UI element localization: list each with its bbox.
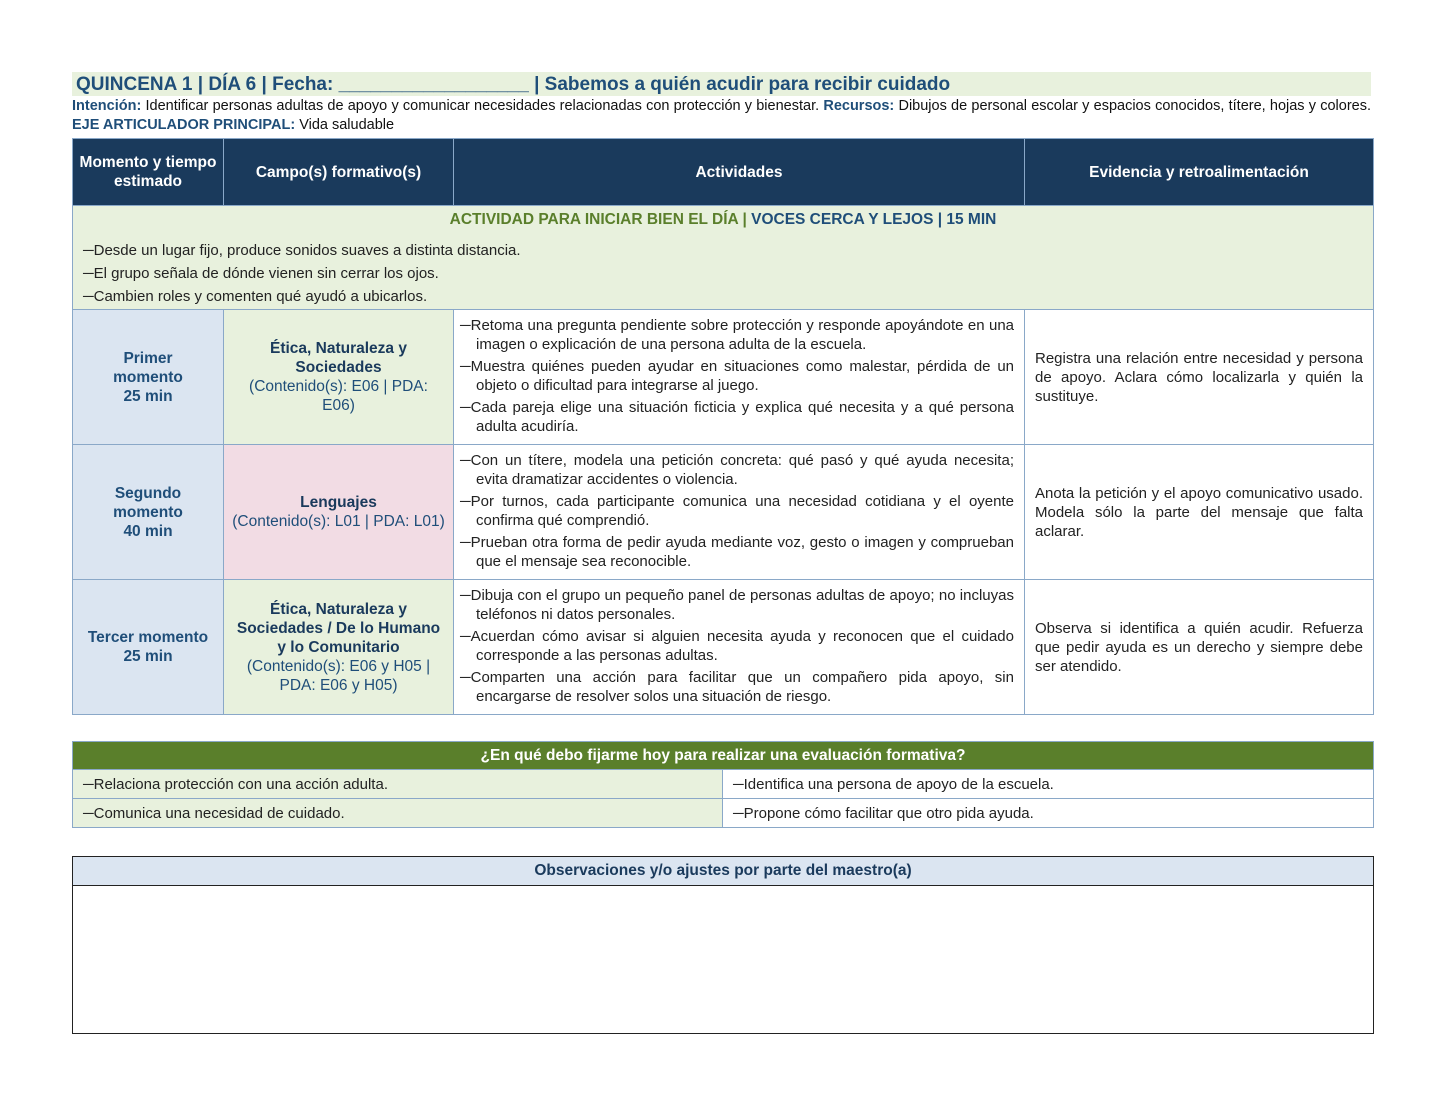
table-row (73, 310, 1374, 445)
moment-time: 25 min (123, 648, 173, 665)
activities-list (460, 316, 1014, 437)
list-item: ─El grupo señala de dónde vienen sin cerrar los ojos. (83, 265, 439, 282)
evaluation-item: ─Identifica una persona de apoyo de la escuela. (723, 770, 1374, 799)
axis-label: EJE ARTICULADOR PRINCIPAL: (72, 117, 296, 133)
observations-area[interactable] (73, 886, 1373, 1034)
moment-name: Primer momento (113, 349, 183, 386)
observations-box (72, 856, 1374, 1034)
header-moment: Momento y tiempo estimado (73, 139, 224, 206)
evaluation-table (72, 741, 1374, 828)
list-item: ─Comparten una acción para facilitar que un compañero pida apoyo, sin encargarse de resolver solos una situación de riesgo. (460, 668, 1014, 705)
evidence-cell: Anota la petición y el apoyo comunicativo usado. Modela sólo la parte del mensaje que falta aclarar. (1025, 445, 1374, 580)
header-campo: Campo(s) formativo(s) (224, 139, 454, 206)
list-item: ─Retoma una pregunta pendiente sobre protección y responde apoyándote en una imagen o explicación de una persona adulta de la escuela. (460, 316, 1014, 353)
moment-cell (73, 580, 224, 715)
campo-content: (Contenido(s): E06 y H05 | PDA: E06 y H05) (246, 657, 431, 694)
start-activity-cell (73, 206, 1374, 310)
campo-cell (224, 580, 454, 715)
axis-text: Vida saludable (299, 117, 395, 133)
list-item: ─Acuerdan cómo avisar si alguien necesita ayuda y reconocen que el cuidado corresponde a las personas adultas. (460, 627, 1014, 664)
intention-text: Identificar personas adultas de apoyo y comunicar necesidades relacionadas con protección y bienestar. (145, 98, 820, 114)
campo-content: (Contenido(s): L01 | PDA: L01) (232, 513, 445, 530)
evaluation-item: ─Comunica una necesidad de cuidado. (73, 799, 723, 828)
list-item: ─Cambien roles y comenten qué ayudó a ubicarlos. (83, 288, 428, 305)
observations-title: Observaciones y/o ajustes por parte del maestro(a) (73, 857, 1373, 886)
evidence-cell: Observa si identifica a quién acudir. Refuerza que pedir ayuda es un derecho y siempre debe ser atendido. (1025, 580, 1374, 715)
list-item: ─Dibuja con el grupo un pequeño panel de personas adultas de apoyo; no incluyas teléfonos ni datos personales. (460, 586, 1014, 623)
start-activity-list (73, 239, 1373, 308)
activities-cell (454, 580, 1025, 715)
campo-name: Ética, Naturaleza y Sociedades (270, 340, 407, 376)
evaluation-item: ─Propone cómo facilitar que otro pida ayuda. (723, 799, 1374, 828)
list-item: ─Muestra quiénes pueden ayudar en situaciones como malestar, pérdida de un objeto o dificultad para integrarse al juego. (460, 357, 1014, 394)
start-activity-title (73, 210, 1373, 230)
evaluation-item: ─Relaciona protección con una acción adulta. (73, 770, 723, 799)
campo-name: Lenguajes (300, 494, 377, 511)
evaluation-title: ¿En qué debo fijarme hoy para realizar una evaluación formativa? (73, 742, 1374, 770)
intention-label: Intención: (72, 98, 142, 114)
moment-cell (73, 445, 224, 580)
moment-cell (73, 310, 224, 445)
resources-label: Recursos: (823, 98, 895, 114)
lesson-plan-table (72, 138, 1374, 715)
campo-name: Ética, Naturaleza y Sociedades / De lo Humano y lo Comunitario (236, 600, 441, 656)
activities-list (460, 586, 1014, 707)
start-activity-title-part1: ACTIVIDAD PARA INICIAR BIEN EL DÍA | (449, 211, 747, 228)
table-row (73, 445, 1374, 580)
activities-list (460, 451, 1014, 572)
table-row (73, 799, 1374, 828)
campo-content: (Contenido(s): E06 | PDA: E06) (249, 378, 428, 414)
evidence-cell: Registra una relación entre necesidad y persona de apoyo. Aclara cómo localizarla y quién la sustituye. (1025, 310, 1374, 445)
table-row (73, 580, 1374, 715)
moment-time: 40 min (123, 522, 173, 540)
table-row (73, 770, 1374, 799)
list-item: ─Desde un lugar fijo, produce sonidos suaves a distinta distancia. (83, 242, 521, 259)
page-title: QUINCENA 1 | DÍA 6 | Fecha: __________________ | Sabemos a quién acudir para recibir cuidado (72, 72, 1371, 96)
start-activity-row (73, 206, 1374, 310)
campo-cell (224, 310, 454, 445)
header-evidence: Evidencia y retroalimentación (1025, 139, 1374, 206)
activities-cell (454, 445, 1025, 580)
list-item: ─Con un títere, modela una petición concreta: qué pasó y qué ayuda necesita; evita dramatizar accidentes o violencia. (460, 451, 1014, 488)
header-activities: Actividades (454, 139, 1025, 206)
campo-cell (224, 445, 454, 580)
table-header-row (73, 139, 1374, 206)
moment-time: 25 min (123, 387, 173, 405)
list-item: ─Por turnos, cada participante comunica una necesidad cotidiana y el oyente confirma qué comprendió. (460, 492, 1014, 529)
moment-name: Tercer momento (87, 629, 209, 646)
moment-name: Segundo momento (113, 484, 183, 521)
resources-text: Dibujos de personal escolar y espacios conocidos, títere, hojas y colores. (898, 98, 1372, 114)
list-item: ─Cada pareja elige una situación ficticia y explica qué necesita y a qué persona adulta acudiría. (460, 398, 1014, 435)
activities-cell (454, 310, 1025, 445)
list-item: ─Prueban otra forma de pedir ayuda mediante voz, gesto o imagen y comprueban que el mensaje sea reconocible. (460, 533, 1014, 570)
intention-paragraph (72, 97, 1371, 135)
start-activity-title-part2: VOCES CERCA Y LEJOS | 15 MIN (751, 211, 997, 228)
